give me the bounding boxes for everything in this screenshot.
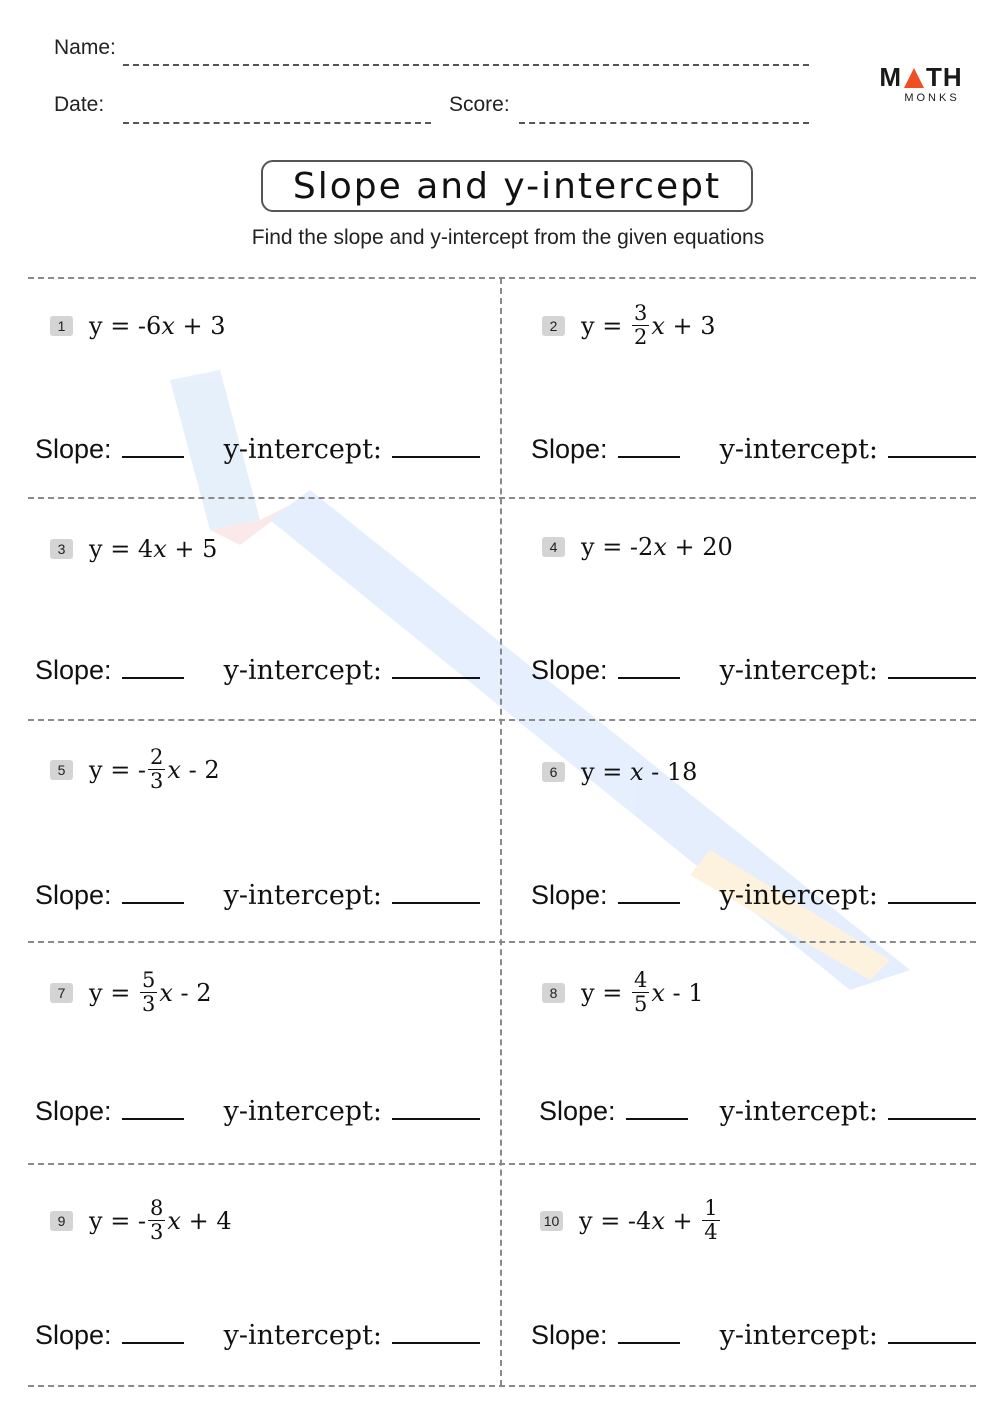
intercept-blank[interactable] [392,436,480,458]
eq-rest: - 2 [172,978,212,1007]
problem-7 [50,970,212,1015]
name-field[interactable] [123,64,809,66]
slope-label: Slope: [35,880,112,910]
equation [89,747,220,792]
eq-var: x [167,755,181,784]
problem-number: 8 [542,983,565,1003]
denominator: 3 [150,769,164,793]
slope-label: Slope: [531,655,608,685]
problem-number: 9 [50,1211,73,1231]
fraction [632,303,649,348]
numerator: 1 [704,1196,718,1220]
intercept-label: y-intercept: [719,1320,879,1351]
slope-label: Slope: [35,434,112,464]
numerator: 5 [141,968,156,992]
intercept-blank[interactable] [888,657,976,679]
math-monks-logo [876,64,966,104]
eq-rest: - 18 [643,758,698,786]
eq-lhs: y = -2 [581,533,654,561]
logo-text-left: M [879,62,902,92]
slope-label: Slope: [531,1320,608,1350]
logo-text-right: TH [926,62,963,92]
eq-var: x [159,978,173,1007]
numerator: 2 [150,745,164,769]
slope-blank[interactable] [122,657,184,679]
intercept-label: y-intercept: [719,434,879,465]
denominator: 4 [704,1220,718,1244]
intercept-label: y-intercept: [223,1320,383,1351]
denominator: 5 [633,992,648,1016]
eq-lhs: y = [89,978,138,1007]
problem-3 [50,535,217,563]
slope-blank[interactable] [618,436,680,458]
denominator: 3 [141,992,156,1016]
slope-blank[interactable] [618,882,680,904]
slope-blank[interactable] [122,882,184,904]
score-label: Score: [449,93,510,116]
eq-lhs: y = - [89,755,147,784]
problem-10 [540,1198,722,1243]
score-field[interactable] [519,122,809,124]
eq-var: x [167,1206,181,1235]
answer-row-7 [35,1096,480,1127]
problem-number: 2 [542,316,565,336]
intercept-label: y-intercept: [719,655,879,686]
intercept-label: y-intercept: [223,880,383,911]
eq-lhs: y = -4 [579,1206,652,1235]
eq-lhs: y = 4 [89,535,154,563]
grid-line [28,719,976,721]
grid-line [28,1385,976,1387]
problem-number: 1 [50,316,73,336]
grid-line [28,1163,976,1165]
slope-blank[interactable] [122,1322,184,1344]
intercept-blank[interactable] [392,1322,480,1344]
eq-rest: + [664,1206,701,1235]
equation [89,1198,232,1243]
slope-blank[interactable] [618,657,680,679]
slope-label: Slope: [531,434,608,464]
eq-var: x [653,533,667,561]
denominator: 2 [633,325,648,349]
problem-4 [542,533,733,561]
eq-lhs: y = [581,978,630,1007]
numerator: 4 [633,968,648,992]
slope-blank[interactable] [122,436,184,458]
name-label: Name: [54,36,116,59]
eq-rest: + 3 [174,312,226,340]
problem-6 [542,758,697,786]
answer-row-8 [539,1096,976,1127]
slope-label: Slope: [35,1320,112,1350]
equation [581,758,697,786]
problem-number: 4 [542,537,565,557]
problem-1 [50,312,226,340]
grid-line [28,277,976,279]
intercept-label: y-intercept: [223,1096,383,1127]
eq-rest: + 5 [166,535,218,563]
logo-triangle-icon [904,68,924,88]
instructions: Find the slope and y-intercept from the given equations [251,226,765,249]
grid-line [28,497,976,499]
equation [581,533,733,561]
intercept-blank[interactable] [392,882,480,904]
slope-label: Slope: [539,1096,616,1126]
fraction [148,1198,165,1243]
answer-row-1 [35,434,480,465]
grid-line [28,941,976,943]
equation [581,970,704,1015]
slope-blank[interactable] [626,1098,688,1120]
eq-var: x [629,758,644,786]
slope-label: Slope: [35,655,112,685]
problem-9 [50,1198,232,1243]
equation [581,303,716,348]
problem-8 [542,970,704,1015]
slope-blank[interactable] [122,1098,184,1120]
answer-row-4 [531,655,976,686]
equation [579,1198,722,1243]
eq-lhs: y = - [89,1206,147,1235]
slope-blank[interactable] [618,1322,680,1344]
equation [89,312,226,340]
answer-row-2 [531,434,976,465]
logo-subtitle: MONKS [904,92,960,104]
answer-row-5 [35,880,480,911]
fraction [632,970,649,1015]
numerator: 8 [150,1196,164,1220]
intercept-blank[interactable] [392,1098,480,1120]
slope-label: Slope: [531,880,608,910]
eq-var: x [651,311,665,340]
date-field[interactable] [123,122,431,124]
eq-var: x [153,535,167,563]
eq-var: x [161,312,175,340]
answer-row-9 [35,1320,480,1351]
worksheet-title: Slope and y-intercept [261,160,753,212]
problem-2 [542,303,716,348]
problem-number: 10 [540,1211,563,1231]
fraction [702,1198,719,1243]
eq-lhs: y = [581,311,630,340]
slope-label: Slope: [35,1096,112,1126]
fraction [148,747,165,792]
equation [89,970,212,1015]
answer-row-6 [531,880,976,911]
problem-number: 7 [50,983,73,1003]
answer-row-3 [35,655,480,686]
eq-lhs: y = -6 [89,312,162,340]
numerator: 3 [633,301,648,325]
answer-row-10 [531,1320,976,1351]
intercept-blank[interactable] [888,882,976,904]
intercept-label: y-intercept: [719,1096,879,1127]
intercept-blank[interactable] [392,657,480,679]
intercept-label: y-intercept: [223,655,383,686]
problem-5 [50,747,220,792]
equation [89,535,217,563]
problem-number: 6 [542,762,565,782]
intercept-blank[interactable] [888,1098,976,1120]
intercept-label: y-intercept: [719,880,879,911]
intercept-label: y-intercept: [223,434,383,465]
eq-var: x [651,1206,665,1235]
grid-divider [500,278,502,1386]
eq-rest: + 3 [664,311,716,340]
date-label: Date: [54,93,105,116]
eq-rest: - 1 [664,978,704,1007]
eq-rest: - 2 [180,755,220,784]
problem-number: 5 [50,760,73,780]
eq-var: x [651,978,665,1007]
eq-rest: + 20 [666,533,733,561]
denominator: 3 [150,1220,164,1244]
intercept-blank[interactable] [888,1322,976,1344]
fraction [140,970,157,1015]
problem-number: 3 [50,539,73,559]
eq-rest: + 4 [180,1206,232,1235]
eq-lhs: y = [581,758,630,786]
intercept-blank[interactable] [888,436,976,458]
